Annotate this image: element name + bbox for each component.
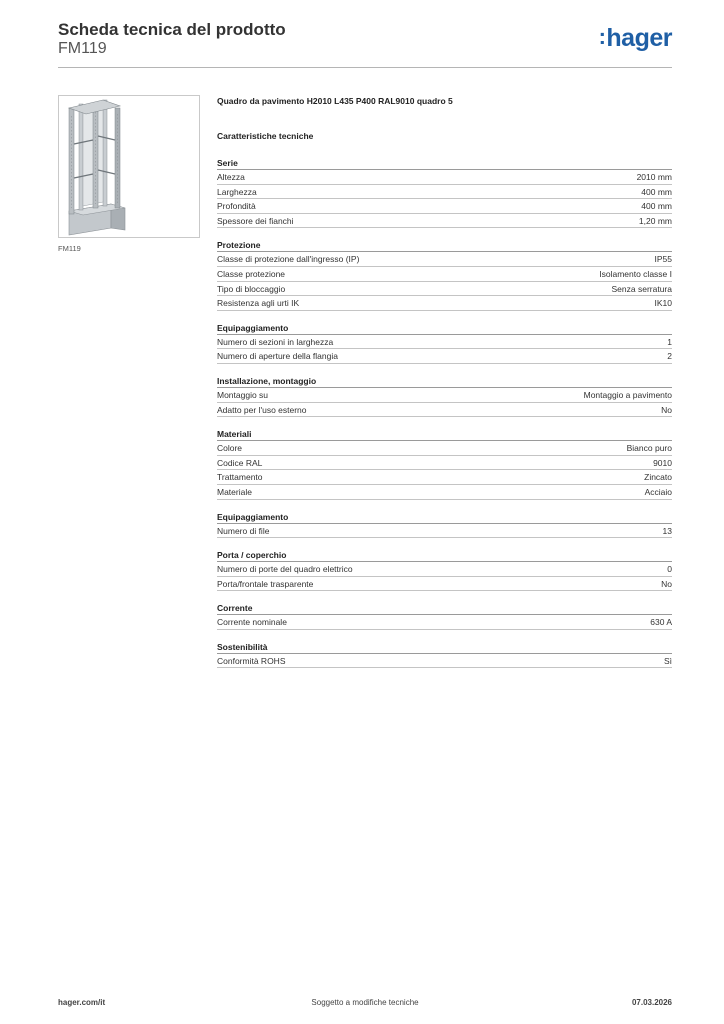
spec-label: Resistenza agli urti IK	[217, 298, 300, 309]
spec-label: Classe protezione	[217, 268, 286, 279]
spec-value: Isolamento classe I	[599, 268, 672, 279]
spec-content	[217, 96, 672, 679]
product-description: Quadro da pavimento H2010 L435 P400 RAL9010 quadro 5	[217, 96, 453, 106]
spec-label: Materiale	[217, 486, 252, 497]
spec-value: Senza serratura	[611, 283, 672, 294]
section-title: Serie	[217, 157, 672, 170]
spec-section	[217, 428, 672, 499]
spec-value: Zincato	[644, 472, 672, 483]
spec-row	[217, 282, 672, 297]
section-title: Installazione, montaggio	[217, 375, 672, 388]
spec-label: Adatto per l'uso esterno	[217, 404, 307, 415]
spec-value: IK10	[654, 298, 672, 309]
cabinet-illustration	[59, 96, 199, 237]
spec-section	[217, 239, 672, 310]
spec-value: Acciaio	[644, 486, 672, 497]
spec-row	[217, 562, 672, 577]
spec-value: Sì	[663, 655, 672, 666]
section-title: Materiali	[217, 428, 672, 441]
spec-label: Classe di protezione dall'ingresso (IP)	[217, 254, 360, 265]
product-image	[58, 95, 200, 238]
spec-row	[217, 456, 672, 471]
header-divider	[58, 67, 672, 68]
section-title: Corrente	[217, 602, 672, 615]
spec-label: Larghezza	[217, 186, 257, 197]
spec-row	[217, 470, 672, 485]
spec-row	[217, 441, 672, 456]
product-code: FM119	[58, 40, 107, 57]
spec-row	[217, 335, 672, 350]
section-title: Equipaggiamento	[217, 322, 672, 335]
section-title: Sostenibilità	[217, 641, 672, 654]
spec-value: 400 mm	[641, 201, 672, 212]
spec-row	[217, 185, 672, 200]
hager-logo	[599, 24, 672, 53]
spec-label: Corrente nominale	[217, 617, 287, 628]
section-title: Equipaggiamento	[217, 511, 672, 524]
spec-section	[217, 322, 672, 364]
spec-value: No	[661, 578, 672, 589]
image-caption: FM119	[58, 244, 81, 253]
spec-value: 630 A	[650, 617, 672, 628]
spec-value: 13	[662, 525, 672, 536]
spec-section	[217, 549, 672, 591]
spec-value: Montaggio a pavimento	[583, 389, 672, 400]
page-title: Scheda tecnica del prodotto	[58, 20, 286, 39]
spec-label: Profondità	[217, 201, 256, 212]
spec-value: 9010	[653, 457, 672, 468]
spec-row	[217, 615, 672, 630]
spec-row	[217, 403, 672, 418]
spec-row	[217, 296, 672, 311]
spec-label: Conformità ROHS	[217, 655, 286, 666]
spec-row	[217, 524, 672, 539]
spec-value: 400 mm	[641, 186, 672, 197]
spec-row	[217, 170, 672, 185]
spec-label: Tipo di bloccaggio	[217, 283, 286, 294]
spec-label: Altezza	[217, 172, 245, 182]
spec-label: Codice RAL	[217, 457, 263, 468]
section-title: Protezione	[217, 239, 672, 252]
section-title: Porta / coperchio	[217, 549, 672, 562]
footer-date: 07.03.2026	[631, 998, 672, 1007]
footer-website: hager.com/it	[58, 998, 106, 1007]
spec-row	[217, 267, 672, 282]
spec-value: 2	[667, 351, 672, 362]
spec-value: 0	[667, 564, 672, 575]
spec-label: Numero di sezioni in larghezza	[217, 336, 334, 347]
characteristics-title: Caratteristiche tecniche	[217, 131, 314, 141]
spec-section	[217, 511, 672, 539]
spec-value: IP55	[654, 254, 672, 265]
spec-label: Porta/frontale trasparente	[217, 578, 314, 589]
spec-row	[217, 577, 672, 592]
logo-text: hager	[606, 24, 672, 52]
spec-value: 1	[667, 336, 672, 347]
spec-row	[217, 349, 672, 364]
spec-label: Numero di aperture della flangia	[217, 351, 338, 362]
spec-value: 2010 mm	[636, 172, 672, 182]
spec-section	[217, 641, 672, 669]
spec-label: Montaggio su	[217, 389, 269, 400]
spec-label: Numero di porte del quadro elettrico	[217, 564, 353, 575]
spec-row	[217, 214, 672, 229]
spec-row	[217, 199, 672, 214]
spec-value: Bianco puro	[626, 443, 672, 454]
spec-label: Colore	[217, 443, 243, 454]
spec-row	[217, 485, 672, 500]
spec-label: Trattamento	[217, 472, 263, 483]
footer-note: Soggetto a modifiche tecniche	[311, 998, 419, 1007]
logo-colon: :	[598, 24, 606, 49]
spec-row	[217, 252, 672, 267]
spec-label: Spessore dei fianchi	[217, 215, 294, 226]
spec-section	[217, 602, 672, 630]
spec-row	[217, 654, 672, 669]
spec-value: No	[661, 404, 672, 415]
spec-sections	[217, 157, 672, 668]
spec-value: 1,20 mm	[638, 215, 672, 226]
spec-section	[217, 375, 672, 417]
spec-row	[217, 388, 672, 403]
spec-label: Numero di file	[217, 525, 270, 536]
spec-section	[217, 157, 672, 228]
